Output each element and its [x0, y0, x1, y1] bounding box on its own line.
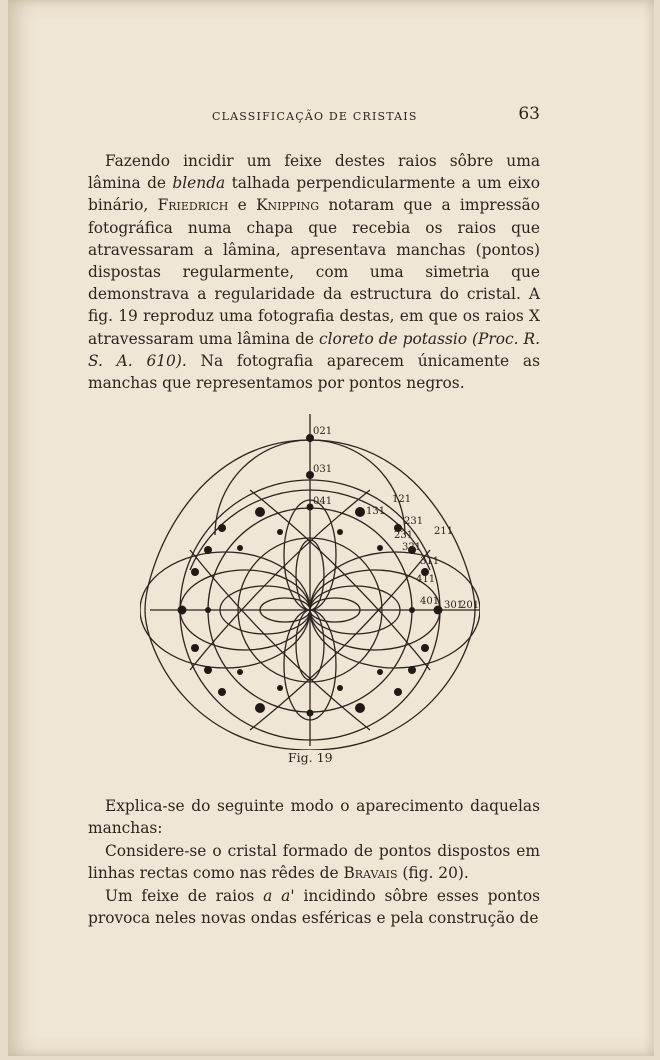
index-label: 311 [420, 556, 440, 567]
spot [178, 606, 187, 615]
author-name: Knipping [256, 196, 320, 215]
index-label: 321 [402, 542, 422, 553]
page-number: 63 [518, 104, 540, 124]
spot [237, 545, 243, 551]
spot [337, 529, 343, 535]
paragraph-2: Explica-se do seguinte modo o aparecimento daquelas manchas: [88, 797, 540, 838]
spot [277, 529, 283, 535]
miller-index-labels [313, 426, 479, 611]
mineral-name: blenda [172, 174, 226, 193]
index-label: 201 [460, 600, 480, 611]
index-label: 401 [420, 596, 440, 607]
spot [355, 703, 365, 713]
text: Considere-se o cristal formado de pontos dispostos em linhas rectas como nas rêdes de [88, 842, 540, 883]
text: Na fotografia aparecem únicamente as manchas que representamos por pontos negros. [88, 351, 540, 393]
index-label: 121 [392, 494, 412, 505]
text: Fazendo incidir um feixe destes raios sôbre uma lâmina de [88, 152, 540, 193]
spot [307, 710, 314, 717]
spot [204, 546, 212, 554]
paragraph-4 [88, 885, 540, 929]
spot [421, 644, 429, 652]
arc [190, 550, 370, 730]
running-title: CLASSIFICAÇÃO DE CRISTAIS [212, 110, 418, 123]
index-label: 231 [394, 530, 414, 541]
spot [337, 685, 343, 691]
author-name: Friedrich [157, 196, 229, 215]
spot [237, 669, 243, 675]
spot [205, 607, 211, 613]
paragraph-3 [88, 840, 540, 884]
ray-label: a a' [263, 887, 295, 905]
text: notaram que a impressão fotográfica numa chapa que recebia os raios que atravessaram a lâmina, apresentava manchas (pontos) dispostas regularmente, com uma simetria que demonstrava a regularidade da estructura do cristal. A fig. 19 reproduz uma fotografia destas, em que os raios X atravessaram uma lâmina de [88, 196, 540, 348]
index-label: 411 [416, 574, 436, 585]
spot [218, 688, 226, 696]
index-label: 301 [444, 600, 464, 611]
spot [377, 545, 383, 551]
arc [250, 550, 430, 730]
index-label: 021 [313, 426, 333, 437]
text: talhada perpendicularmente a um eixo binário, [88, 174, 540, 215]
spot [394, 688, 402, 696]
paragraph-1 [88, 150, 540, 394]
spot [191, 644, 199, 652]
spot [409, 607, 415, 613]
reference: cloreto de potassio (Proc. R. S. A. 610). [88, 329, 540, 370]
text: (fig. 20). [397, 864, 469, 883]
index-label: 131 [366, 506, 386, 517]
spot [355, 507, 365, 517]
text: e [228, 196, 257, 215]
index-label: 231 [404, 516, 424, 527]
index-label: 041 [313, 496, 333, 507]
text: Um feixe de raios [105, 887, 264, 905]
figure-caption: Fig. 19 [288, 750, 333, 765]
spot [255, 703, 265, 713]
index-label: 031 [313, 464, 333, 475]
spot [377, 669, 383, 675]
page-header [100, 104, 540, 128]
index-label: 211 [434, 526, 454, 537]
spot [204, 666, 212, 674]
spot [277, 685, 283, 691]
laue-diagram [140, 410, 480, 750]
spot [191, 568, 199, 576]
spot [408, 666, 416, 674]
text: incidindo sôbre esses pontos provoca neles novas ondas esféricas e pela construção de [88, 887, 540, 928]
author-name: Bravais [343, 864, 398, 883]
spot [218, 524, 226, 532]
spot [255, 507, 265, 517]
